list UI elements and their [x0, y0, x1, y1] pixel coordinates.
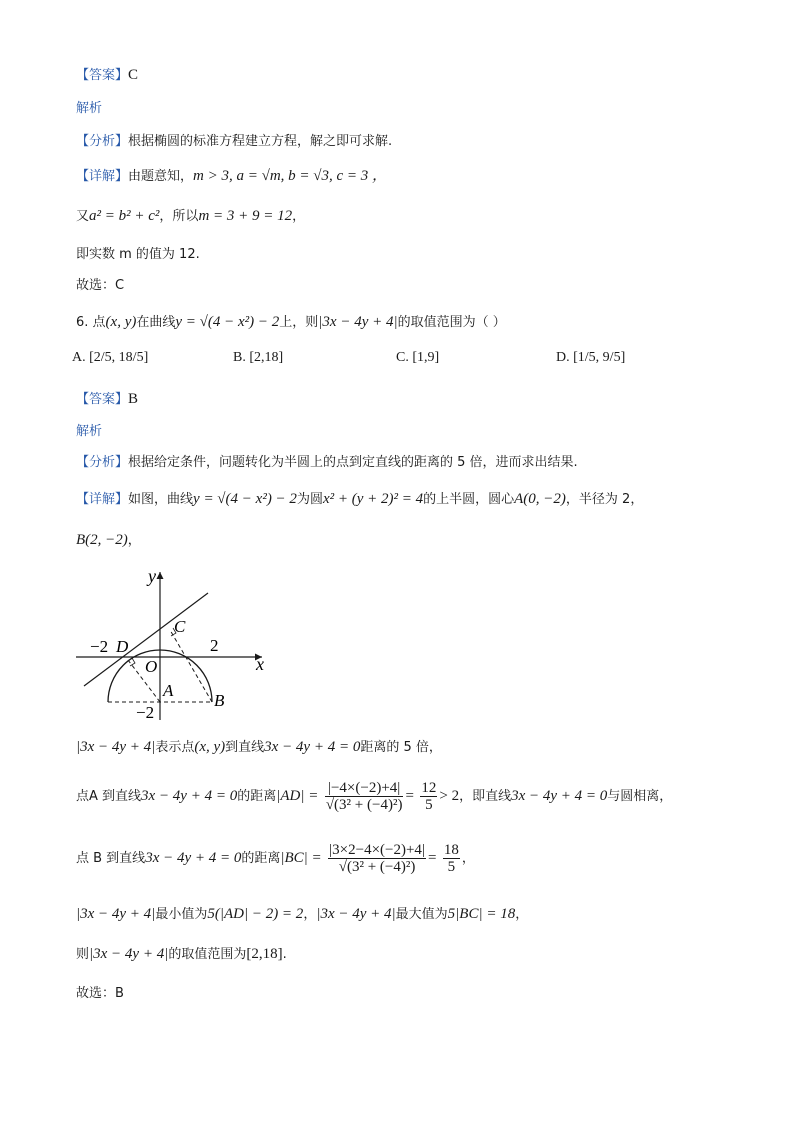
- l2-a: 点A 到直线: [76, 789, 142, 804]
- l4-h: ，: [515, 907, 529, 922]
- l3-bc: |BC| =: [280, 850, 322, 866]
- l2-result-den: 5: [425, 796, 433, 813]
- l2-result-fraction: [420, 780, 437, 813]
- l5-e: .: [282, 947, 287, 962]
- l5-a: 则: [76, 947, 90, 962]
- option-d-label: D.: [556, 350, 570, 365]
- l3-result-num: 18: [443, 841, 459, 858]
- l2-ad: |AD| =: [276, 788, 319, 804]
- q6-option-b: [233, 350, 283, 366]
- l3-eq: =: [427, 850, 437, 866]
- l4-max: 5|BC| = 18: [447, 906, 516, 922]
- q5-line3: [76, 244, 200, 265]
- q5-line2: [76, 206, 305, 227]
- l1-line-eq: 3x − 4y + 4 = 0: [264, 739, 361, 755]
- l3-result-fraction: [443, 842, 460, 875]
- l1-expr: |3x − 4y + 4|: [76, 739, 156, 755]
- l2-numerator: |−4×(−2)+4|: [325, 780, 404, 797]
- q6-detail-circle: x² + (y + 2)² = 4: [322, 491, 424, 507]
- q6-stem-point: (x, y): [105, 314, 137, 330]
- q5-fenxi-text: 根据椭圆的标准方程建立方程，解之即可求解.: [128, 134, 393, 149]
- l3-line-eq: 3x − 4y + 4 = 0: [145, 850, 242, 866]
- q5-detail-prefix: 由题意知，: [128, 169, 194, 184]
- l5-range: [2,18]: [246, 946, 283, 962]
- answer-label: 【答案】: [76, 68, 129, 83]
- l3-c: 的距离: [241, 851, 281, 866]
- l3-denominator: √(3² + (−4)²): [338, 858, 416, 875]
- q6-l2: [76, 778, 672, 815]
- fig-label-b: B: [214, 691, 225, 710]
- q5-line2-prefix: 又: [76, 209, 90, 224]
- answer-label: 【答案】: [76, 392, 129, 407]
- l2-denominator: √(3² + (−4)²): [325, 796, 403, 813]
- l3-numerator: |3×2−4×(−2)+4|: [329, 841, 425, 858]
- q6-option-a: [72, 350, 148, 366]
- fig-label-x: x: [256, 654, 264, 674]
- l2-e: ，即直线: [459, 789, 512, 804]
- option-a-label: A.: [72, 350, 86, 365]
- q5-detail-line: [76, 166, 387, 187]
- q6-detail-a: 如图，曲线: [128, 492, 194, 507]
- fig-tick-neg2-y: −2: [136, 703, 155, 722]
- q5-guxuan: [76, 275, 124, 296]
- l2-result-num: 12: [421, 779, 437, 796]
- l3-end: ，: [461, 851, 475, 866]
- option-b-text: [2,18]: [249, 350, 284, 365]
- option-b-label: B.: [233, 350, 246, 365]
- q6-point-b: B(2, −2): [76, 532, 128, 548]
- fig-label-d: D: [116, 637, 129, 656]
- q6-guxuan: [76, 983, 124, 1004]
- l2-line-eq: 3x − 4y + 4 = 0: [141, 788, 238, 804]
- fenxi-label: 【分析】: [76, 134, 129, 149]
- l2-distance-fraction: [325, 780, 404, 813]
- option-a-text: [2/5, 18/5]: [89, 350, 149, 365]
- fig-tick-neg2-x: −2: [90, 637, 109, 656]
- q5-line2-math: a² = b² + c²: [89, 208, 160, 224]
- q6-point-b-end: ，: [127, 533, 141, 548]
- l4-min: 5(|AD| − 2) = 2: [207, 906, 304, 922]
- l4-f: 最大值为: [395, 907, 448, 922]
- l4-expr2: |3x − 4y + 4|: [316, 906, 396, 922]
- q5-line2-end: ，: [292, 209, 306, 224]
- analysis-label: 解析: [76, 424, 103, 439]
- fenxi-label: 【分析】: [76, 455, 129, 470]
- q6-l1: [76, 737, 442, 758]
- q6-detail-line: [76, 489, 643, 510]
- fig-label-a: A: [163, 681, 174, 700]
- fig-tick-2-x: 2: [210, 636, 219, 655]
- option-c-label: C.: [396, 350, 409, 365]
- l3-a: 点 B 到直线: [76, 851, 146, 866]
- q6-answer-value: B: [128, 391, 139, 407]
- q6-detail-curve: y = √(4 − x²) − 2: [193, 491, 297, 507]
- l2-g: 与圆相离，: [607, 789, 673, 804]
- q6-detail-c: 的上半圆，圆心: [423, 492, 515, 507]
- xiangjie-label: 【详解】: [76, 169, 129, 184]
- l2-line-eq2: 3x − 4y + 4 = 0: [511, 788, 608, 804]
- q5-fenxi-line: [76, 131, 392, 152]
- segment-bc: [170, 630, 212, 702]
- q6-l4: [76, 904, 528, 925]
- l4-expr: |3x − 4y + 4|: [76, 906, 156, 922]
- q6-option-d: [556, 350, 625, 366]
- q5-line3-text: 即实数 m 的值为 12.: [76, 247, 200, 262]
- l2-c: 的距离: [237, 789, 277, 804]
- q6-stem-a: 6. 点: [76, 315, 106, 330]
- l3-result-den: 5: [447, 858, 456, 875]
- q6-detail-center: A(0, −2): [514, 491, 566, 507]
- q6-stem-c: 上，则: [279, 315, 319, 330]
- l4-b: 最小值为: [155, 907, 208, 922]
- option-c-text: [1,9]: [412, 350, 440, 365]
- q5-analysis-heading: [76, 98, 102, 119]
- q6-fenxi-text: 根据给定条件，问题转化为半圆上的点到定直线的距离的 5 倍，进而求出结果.: [128, 455, 578, 470]
- q5-answer-line: [76, 65, 138, 86]
- fig-label-c: C: [174, 617, 186, 636]
- l5-c: 的取值范围为: [168, 947, 247, 962]
- q6-detail-b: 为圆: [296, 492, 323, 507]
- q5-line2-math2: m = 3 + 9 = 12: [198, 208, 293, 224]
- q6-guxuan-text: 故选：B: [76, 986, 124, 1001]
- q6-l3: [76, 840, 475, 877]
- l2-eq: =: [405, 788, 414, 804]
- l1-b: 表示点: [155, 740, 195, 755]
- q6-stem-curve: y = √(4 − x²) − 2: [175, 314, 280, 330]
- q6-detail-d: ，半径为 2，: [565, 492, 644, 507]
- analysis-label: 解析: [76, 101, 103, 116]
- l3-distance-fraction: [328, 842, 426, 875]
- q5-detail-math: m > 3, a = √m, b = √3, c = 3 ，: [193, 168, 388, 184]
- l1-f: 距离的 5 倍，: [360, 740, 442, 755]
- option-d-text: [1/5, 9/5]: [573, 350, 626, 365]
- q5-guxuan-text: 故选：C: [76, 278, 125, 293]
- l5-expr: |3x − 4y + 4|: [89, 946, 169, 962]
- q6-stem-b: 在曲线: [136, 315, 176, 330]
- q6-stem-d: 的取值范围为（ ）: [397, 315, 506, 330]
- q6-l5: [76, 944, 287, 965]
- q6-analysis-heading: [76, 421, 102, 442]
- q5-line2-mid: ，所以: [159, 209, 199, 224]
- semicircle-figure: [70, 560, 290, 725]
- fig-label-y: y: [148, 566, 156, 586]
- l2-gt: > 2: [439, 788, 460, 804]
- q6-answer-line: [76, 389, 138, 410]
- q6-stem-expr: |3x − 4y + 4|: [318, 314, 398, 330]
- q6-point-b-line: [76, 530, 141, 551]
- l1-point: (x, y): [194, 739, 226, 755]
- l4-d: ，: [303, 907, 317, 922]
- fig-label-o: O: [145, 657, 158, 676]
- l1-d: 到直线: [225, 740, 265, 755]
- q6-option-c: [396, 350, 439, 366]
- q6-fenxi-line: [76, 452, 578, 473]
- q6-stem: [76, 312, 506, 333]
- xiangjie-label: 【详解】: [76, 492, 129, 507]
- q5-answer-value: C: [128, 67, 139, 83]
